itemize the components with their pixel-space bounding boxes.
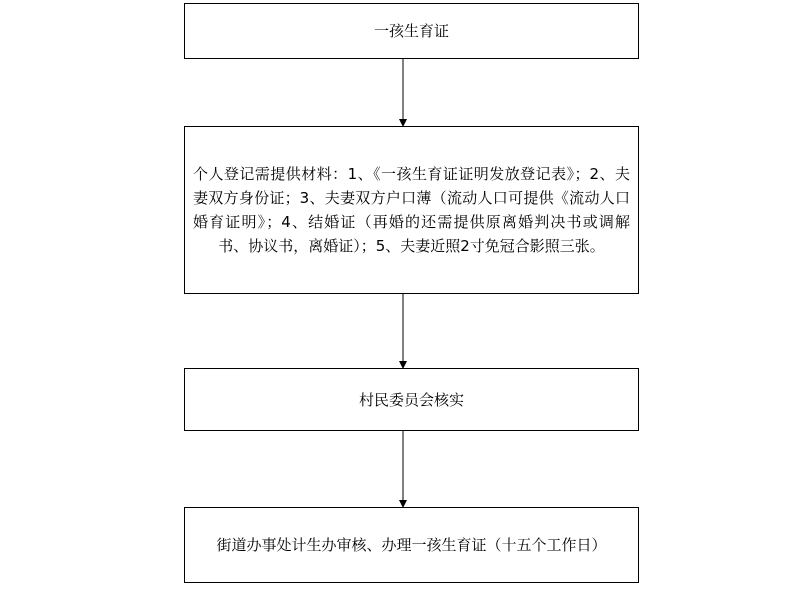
step-1-label: 一孩生育证	[373, 22, 449, 40]
arrow-2-head	[399, 361, 407, 369]
step-2-label: 个人登记需提供材料：1、《一孩生育证证明发放登记表》；2、夫妻双方身份证；3、夫妻双方户口薄（流动人口可提供《流动人口婚育证明》；4、结婚证（再婚的还需提供原离婚判决书或调解书、协议书，离婚证）；5、夫妻近照2寸免冠合影照三张。	[193, 165, 630, 255]
step-4-label: 街道办事处计生办审核、办理一孩生育证（十五个工作日）	[216, 536, 607, 554]
arrow-3-head	[399, 500, 407, 508]
arrow-1-head	[399, 119, 407, 127]
step-3-label: 村民委员会核实	[358, 390, 464, 409]
